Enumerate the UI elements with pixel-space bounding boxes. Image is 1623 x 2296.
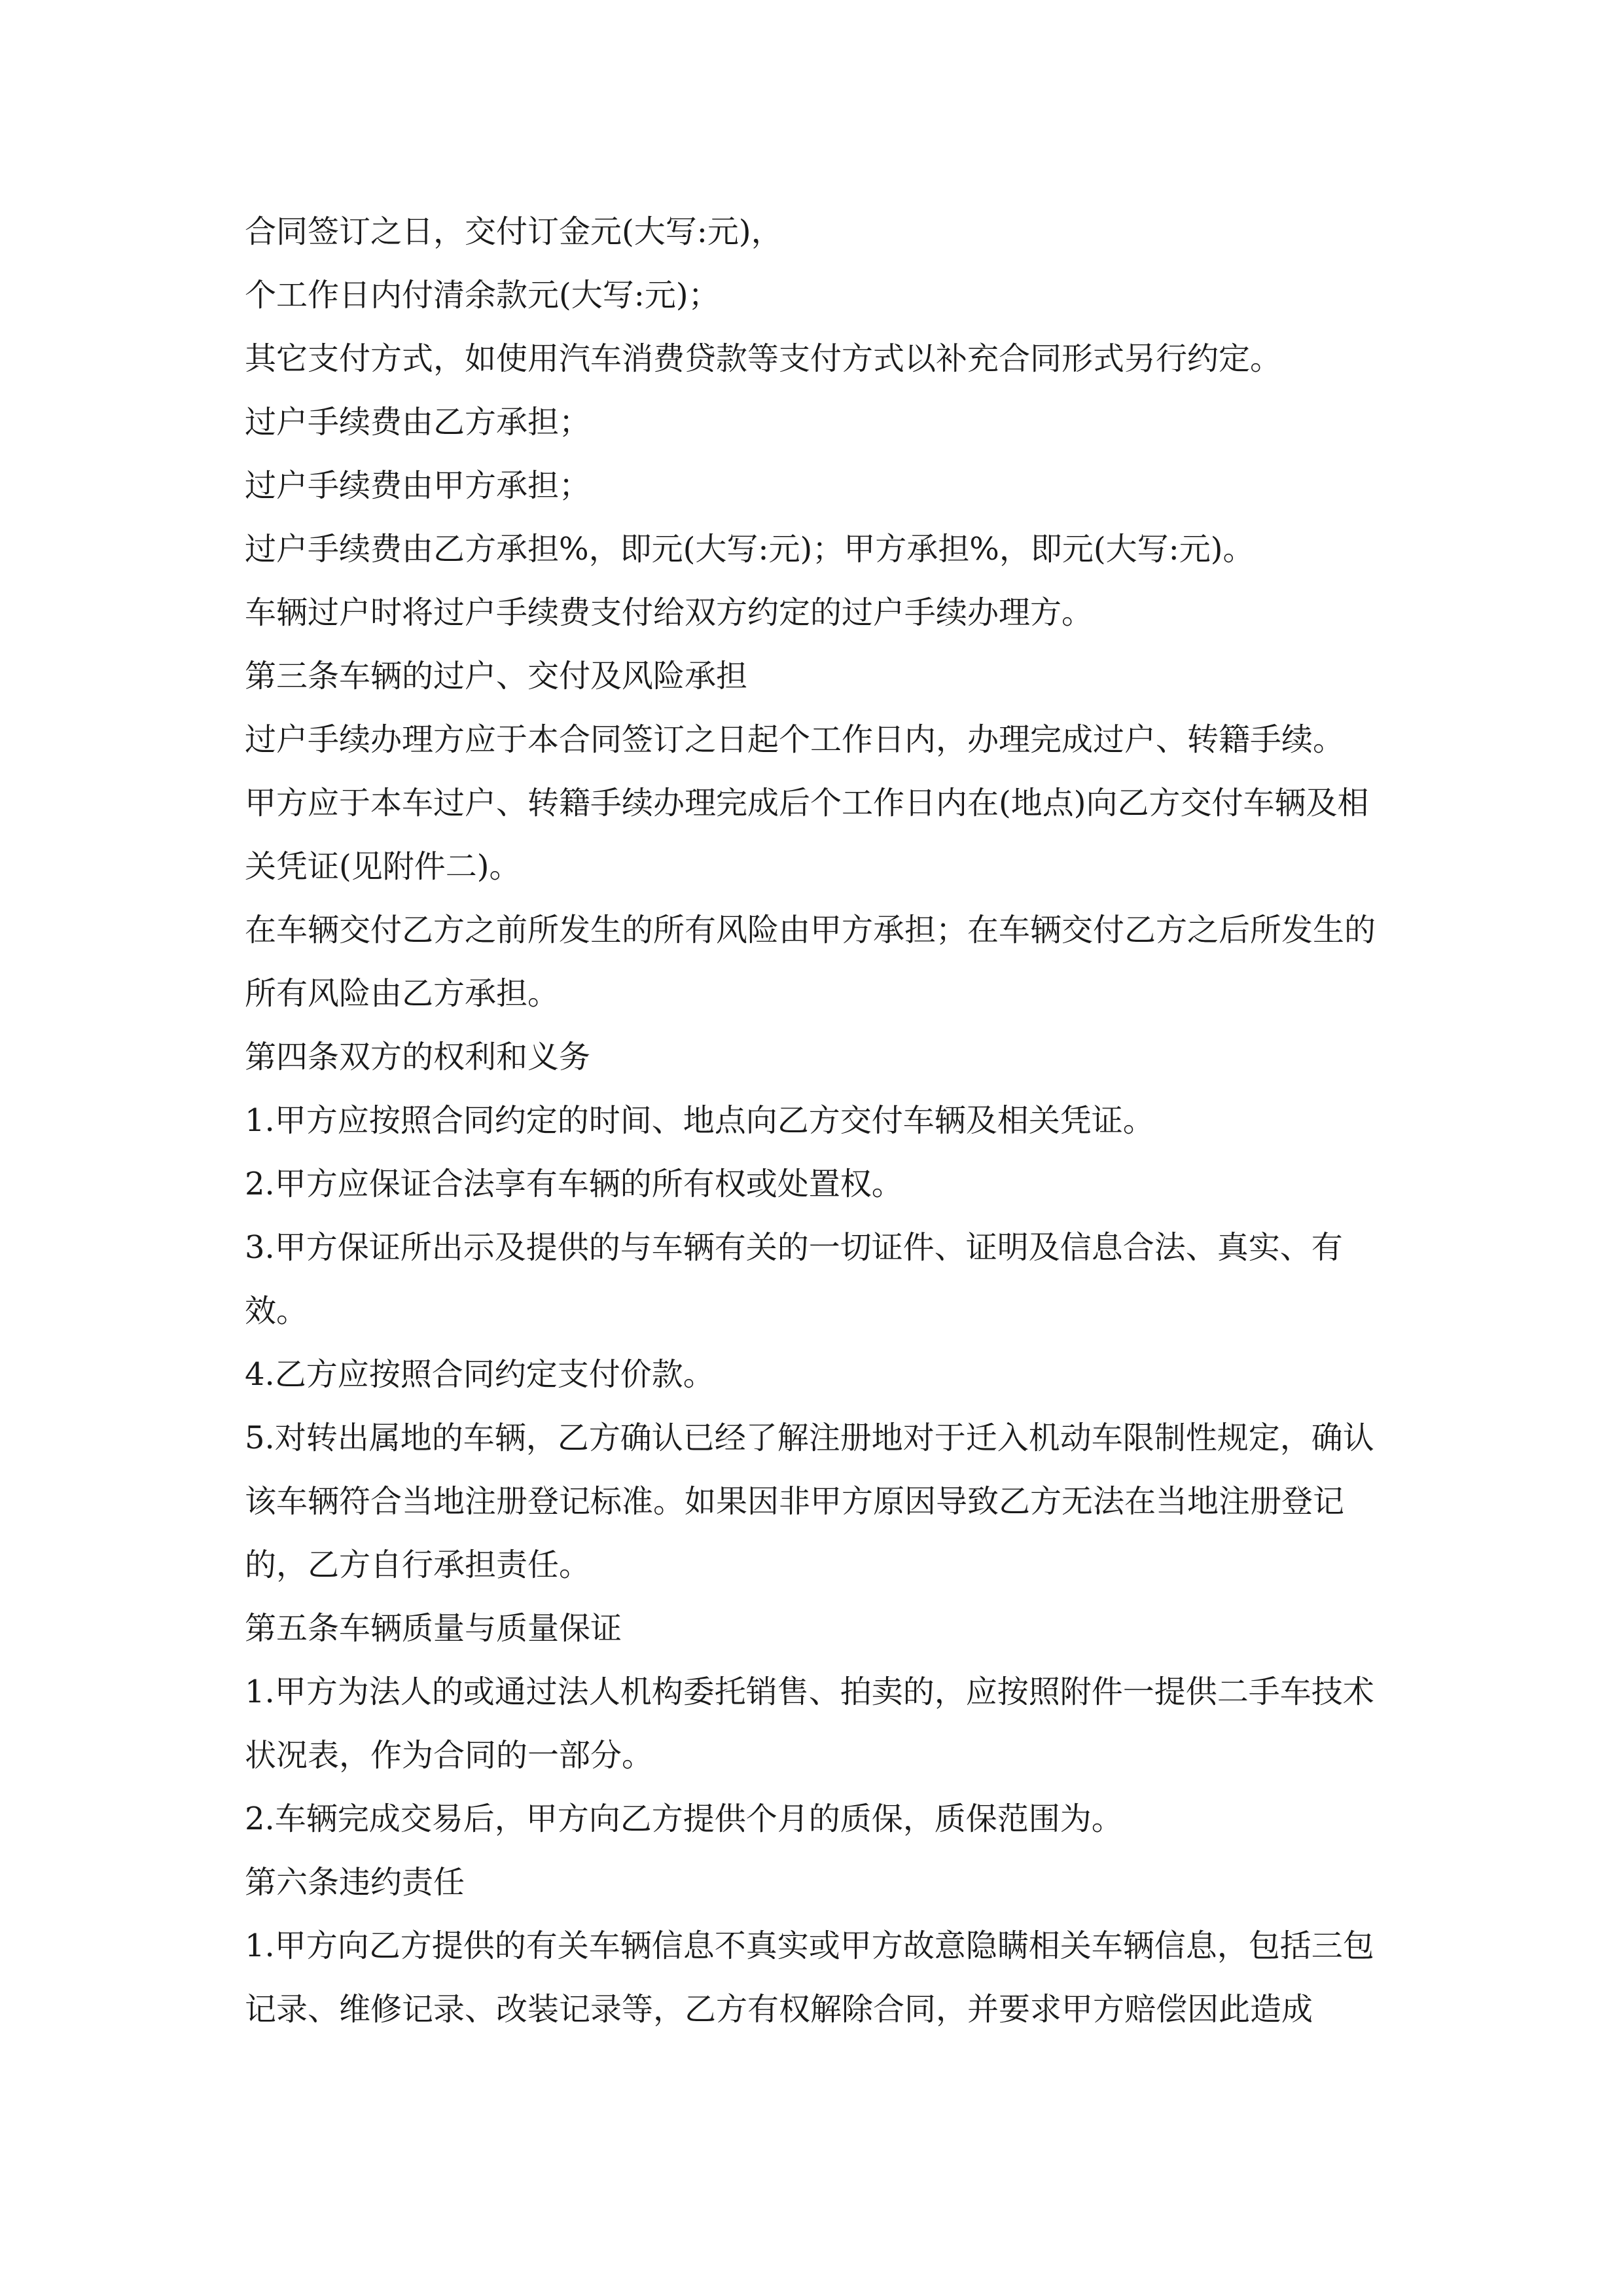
paragraph-balance: 个工作日内付清余款元(大写:元)； xyxy=(245,277,720,314)
paragraph-fee-payment: 车辆过户时将过户手续费支付给双方约定的过户手续办理方。 xyxy=(245,594,1094,631)
paragraph-quality-2: 2.车辆完成交易后，甲方向乙方提供个月的质保，质保范围为。 xyxy=(245,1801,1123,1837)
paragraph-obligation-2: 2.甲方应保证合法享有车辆的所有权或处置权。 xyxy=(245,1166,903,1202)
paragraph-other-payment: 其它支付方式，如使用汽车消费贷款等支付方式以补充合同形式另行约定。 xyxy=(245,340,1282,377)
heading-article-4: 第四条双方的权利和义务 xyxy=(245,1039,591,1075)
paragraph-obligation-5: 5.对转出属地的车辆，乙方确认已经了解注册地对于迁入机动车限制性规定，确认该车辆符合当地注册登记标准。如果因非甲方原因导致乙方无法在当地注册登记的，乙方自行承担责任。 xyxy=(245,1420,1374,1583)
paragraph-risk: 在车辆交付乙方之前所发生的所有风险由甲方承担；在车辆交付乙方之后所发生的所有风险由乙方承担。 xyxy=(245,912,1376,1012)
paragraph-fee-split: 过户手续费由乙方承担%，即元(大写:元)；甲方承担%，即元(大写:元)。 xyxy=(245,531,1255,567)
heading-article-6: 第六条违约责任 xyxy=(245,1864,465,1901)
paragraph-obligation-1: 1.甲方应按照合同约定的时间、地点向乙方交付车辆及相关凭证。 xyxy=(245,1102,1154,1139)
paragraph-obligation-4: 4.乙方应按照合同约定支付价款。 xyxy=(245,1356,715,1393)
paragraph-quality-1: 1.甲方为法人的或通过法人机构委托销售、拍卖的，应按照附件一提供二手车技术状况表，作为合同的一部分。 xyxy=(245,1674,1374,1774)
paragraph-transfer-deadline: 过户手续办理方应于本合同签订之日起个工作日内，办理完成过户、转籍手续。 xyxy=(245,721,1345,758)
paragraph-liability-1: 1.甲方向乙方提供的有关车辆信息不真实或甲方故意隐瞒相关车辆信息，包括三包记录、维修记录、改装记录等，乙方有权解除合同，并要求甲方赔偿因此造成 xyxy=(245,1928,1374,2028)
paragraph-fee-seller: 过户手续费由甲方承担； xyxy=(245,467,591,504)
heading-article-5: 第五条车辆质量与质量保证 xyxy=(245,1610,622,1647)
paragraph-fee-buyer: 过户手续费由乙方承担； xyxy=(245,404,591,440)
paragraph-obligation-3: 3.甲方保证所出示及提供的与车辆有关的一切证件、证明及信息合法、真实、有效。 xyxy=(245,1229,1343,1329)
heading-article-3: 第三条车辆的过户、交付及风险承担 xyxy=(245,658,748,694)
paragraph-deposit: 合同签订之日，交付订金元(大写:元)， xyxy=(245,213,783,250)
paragraph-delivery: 甲方应于本车过户、转籍手续办理完成后个工作日内在(地点)向乙方交付车辆及相关凭证(见附件二)。 xyxy=(245,785,1369,885)
document-body xyxy=(245,200,1397,2041)
